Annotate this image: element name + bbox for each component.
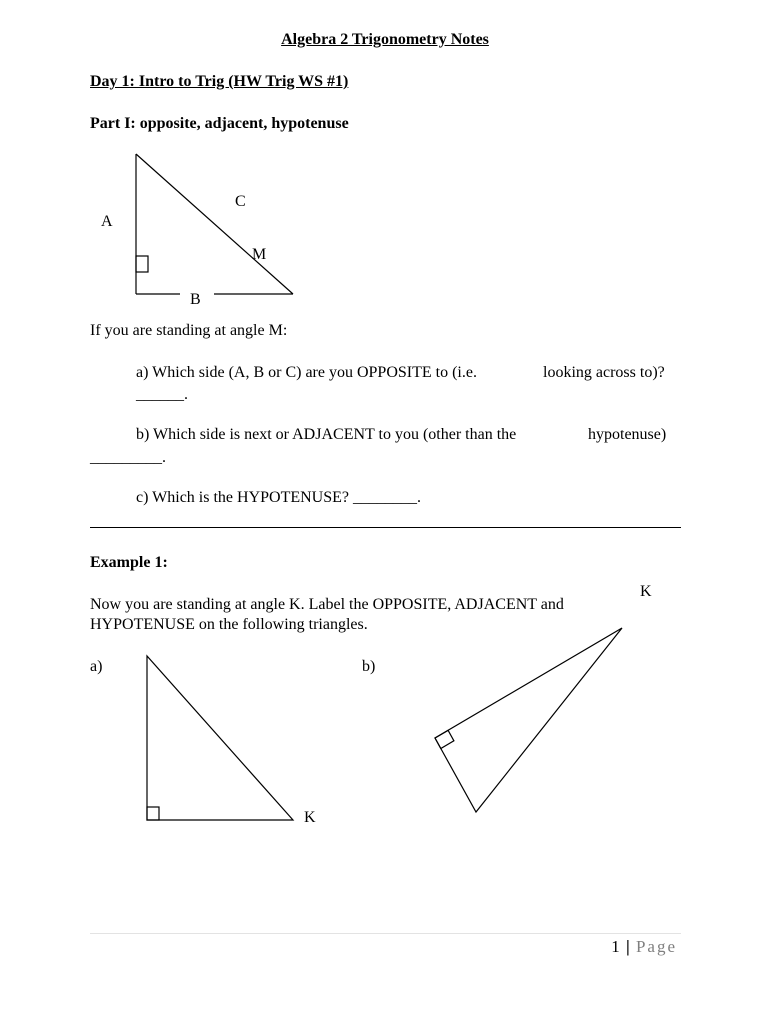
question-a-text-tail: looking across to)? — [543, 364, 665, 381]
triangle-m — [136, 154, 293, 294]
page-footer — [611, 936, 677, 958]
label-m: M — [252, 246, 267, 263]
example-text-line2: HYPOTENUSE on the following triangles. — [90, 616, 368, 633]
section-divider — [90, 527, 681, 528]
question-intro: If you are standing at angle M: — [90, 322, 288, 339]
question-a-text: a) Which side (A, B or C) are you OPPOSITE to (i.e. — [136, 364, 477, 381]
example-part-b-label: b) — [362, 658, 376, 675]
right-angle-marker-b — [435, 730, 454, 748]
triangle-a-outline — [147, 656, 293, 820]
label-b: B — [190, 291, 201, 308]
page-title: Algebra 2 Trigonometry Notes — [281, 31, 489, 48]
side-c-line — [136, 154, 293, 294]
question-b-text: b) Which side is next or ADJACENT to you (other than the — [136, 426, 517, 443]
label-k-a: K — [304, 809, 316, 826]
right-angle-marker — [136, 256, 148, 272]
page-number: 1 — [611, 937, 620, 956]
question-a-blank: ______. — [136, 386, 188, 403]
example-part-a-label: a) — [90, 658, 103, 675]
page-word: Page — [635, 937, 677, 956]
right-angle-marker-a — [147, 807, 159, 820]
example-text-line1: Now you are standing at angle K. Label the OPPOSITE, ADJACENT and — [90, 596, 564, 613]
question-c-text: c) Which is the HYPOTENUSE? ________. — [136, 489, 421, 506]
example-heading: Example 1: — [90, 554, 168, 571]
part-heading: Part I: opposite, adjacent, hypotenuse — [90, 115, 349, 132]
question-b-blank: _________. — [90, 449, 166, 466]
page-separator: | — [625, 937, 630, 956]
triangle-b-outline — [435, 628, 622, 812]
triangle-a — [147, 656, 293, 820]
triangle-b — [435, 628, 622, 812]
label-a: A — [101, 213, 113, 230]
question-b-text-tail: hypotenuse) — [588, 426, 667, 443]
label-k-b: K — [640, 583, 652, 600]
day-heading: Day 1: Intro to Trig (HW Trig WS #1) — [90, 73, 349, 90]
label-c: C — [235, 193, 246, 210]
footer-divider — [90, 933, 681, 934]
